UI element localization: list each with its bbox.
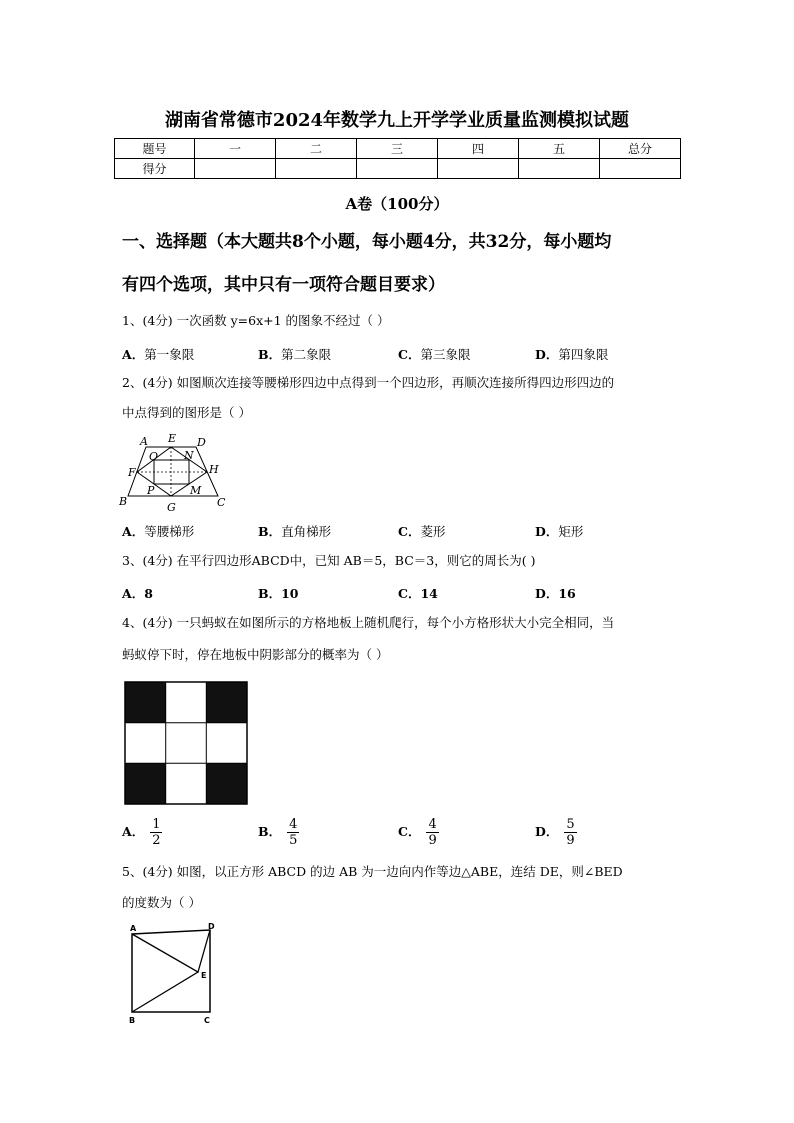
tile-grid-figure: [124, 681, 248, 805]
figure-label-m: M: [190, 484, 202, 497]
square-triangle-figure: [124, 920, 224, 1026]
question-4-option-d[interactable]: D． $\frac{5}{9}$: [535, 817, 575, 848]
question-5-stem-line2: 的度数为（ ）: [122, 895, 201, 910]
question-2-option-d[interactable]: D．矩形: [535, 524, 584, 539]
question-5-stem-line1: 5、(4分) 如图，以正方形 ABCD 的边 AB 为一边向内作等边△ABE，连结 DE，则∠BED: [122, 864, 623, 879]
question-2-stem-line1: 2、(4分) 如图顺次连接等腰梯形四边中点得到一个四边形，再顺次连接所得四边形四边的: [122, 375, 615, 390]
figure-label-h: H: [209, 463, 219, 476]
figure-label-c: C: [204, 1016, 210, 1025]
question-1-stem: 1、(4分) 一次函数 y=6x+1 的图象不经过（ ）: [122, 313, 390, 328]
question-3-option-c[interactable]: C．14: [398, 586, 438, 601]
question-3-option-d[interactable]: D．16: [535, 586, 576, 601]
part1-heading-line1: 一、选择题（本大题共8个小题，每小题4分，共32分，每小题均: [122, 232, 612, 252]
figure-label-a: A: [130, 924, 137, 933]
figure-label-d: D: [197, 436, 206, 449]
question-1-option-d[interactable]: D．第四象限: [535, 347, 609, 362]
score-cell: 三: [357, 139, 438, 159]
figure-label-b: B: [119, 495, 128, 508]
score-table-header-row: [115, 139, 681, 159]
question-3-option-a[interactable]: A．8: [122, 586, 153, 601]
figure-label-g: G: [167, 501, 176, 514]
question-4-option-a[interactable]: A． $\frac{1}{2}$: [122, 817, 161, 848]
score-input-cell[interactable]: [195, 159, 276, 179]
page-title: 湖南省常德市2024年数学九上开学学业质量监测模拟试题: [164, 110, 630, 131]
part1-heading-line2: 有四个选项，其中只有一项符合题目要求）: [122, 275, 445, 295]
question-2-option-a[interactable]: A．等腰梯形: [122, 524, 195, 539]
question-4-option-b[interactable]: B． $\frac{4}{5}$: [258, 817, 298, 848]
question-4-option-c[interactable]: C． $\frac{4}{9}$: [398, 817, 437, 848]
question-4-stem-line1: 4、(4分) 一只蚂蚁在如图所示的方格地板上随机爬行，每个小方格形状大小完全相同，当: [122, 615, 615, 630]
score-cell: 五: [519, 139, 600, 159]
figure-label-n: N: [184, 449, 194, 462]
question-3-option-b[interactable]: B．10: [258, 586, 299, 601]
score-input-cell[interactable]: [357, 159, 438, 179]
figure-label-p: P: [147, 484, 155, 497]
question-1-option-b[interactable]: B．第二象限: [258, 347, 332, 362]
question-1-option-a[interactable]: A．第一象限: [122, 347, 195, 362]
score-table-score-row: [115, 159, 681, 179]
score-table: [114, 138, 681, 179]
score-cell: 题号: [115, 139, 195, 159]
score-input-cell[interactable]: [600, 159, 681, 179]
score-cell: 总分: [600, 139, 681, 159]
figure-label-e: E: [168, 432, 177, 445]
score-input-cell[interactable]: [438, 159, 519, 179]
question-4-stem-line2: 蚂蚁停下时，停在地板中阴影部分的概率为（ ）: [122, 647, 389, 662]
question-2-option-b[interactable]: B．直角梯形: [258, 524, 332, 539]
question-1-option-c[interactable]: C．第三象限: [398, 347, 471, 362]
figure-label-b: B: [129, 1016, 136, 1025]
question-2-option-c[interactable]: C．菱形: [398, 524, 446, 539]
figure-label-e: E: [201, 971, 207, 980]
section-a-title: A卷（100分）: [345, 195, 449, 213]
figure-label-d: D: [208, 922, 215, 931]
figure-label-o: O: [149, 450, 159, 463]
trapezoid-figure: [118, 432, 230, 514]
figure-label-f: F: [128, 466, 136, 479]
score-cell: 四: [438, 139, 519, 159]
figure-label-c: C: [217, 496, 226, 509]
score-cell: 得分: [115, 159, 195, 179]
question-2-stem-line2: 中点得到的图形是（ ）: [122, 405, 251, 420]
score-input-cell[interactable]: [519, 159, 600, 179]
score-cell: 一: [195, 139, 276, 159]
figure-label-a: A: [140, 435, 148, 448]
question-3-stem: 3、(4分) 在平行四边形ABCD中，已知 AB＝5，BC＝3，则它的周长为( ): [122, 553, 536, 568]
score-cell: 二: [276, 139, 357, 159]
score-input-cell[interactable]: [276, 159, 357, 179]
